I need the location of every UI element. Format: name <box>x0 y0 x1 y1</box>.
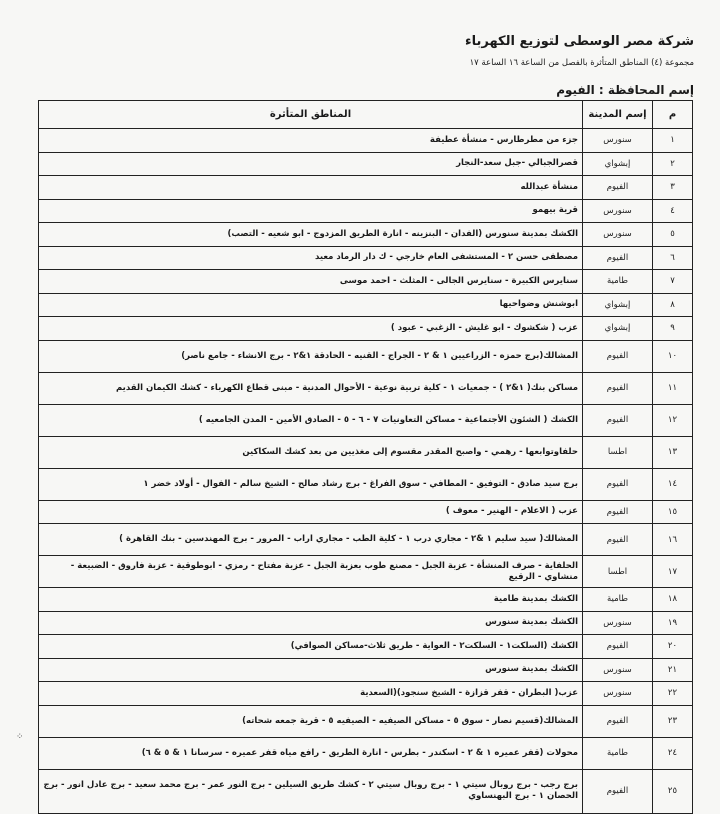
affected-areas: برج سيد صادق - التوفيق - المطافي - سوق الفراغ - برج رشاد صالح - الشيخ سالم - الفوال - أولاد خضر ١ <box>39 468 583 500</box>
affected-areas: مساكن بنك( ١&٢ ) - جمعيات ١ - كلية تربية نوعية - الأحوال المدنية - مبنى قطاع الكهرباء - كشك الكيمان القديم <box>39 372 583 404</box>
table-row <box>39 682 693 706</box>
table-row <box>39 658 693 682</box>
table-row <box>39 293 693 317</box>
affected-areas: الكشك بمدينة سنورس <box>39 658 583 682</box>
city-name: سنورس <box>583 223 653 247</box>
row-number: ١٠ <box>653 340 693 372</box>
city-name: سنورس <box>583 199 653 223</box>
city-name: سنورس <box>583 611 653 635</box>
row-number: ٤ <box>653 199 693 223</box>
city-name: إبشواي <box>583 293 653 317</box>
row-number: ٢ <box>653 152 693 176</box>
row-number: ١٩ <box>653 611 693 635</box>
table-row <box>39 176 693 200</box>
col-header-num: م <box>653 101 693 129</box>
table-row <box>39 500 693 524</box>
city-name: الفيوم <box>583 176 653 200</box>
affected-areas: عزب( البطران - قفر قزازة - الشيخ سنجود)(السعدية <box>39 682 583 706</box>
city-name: طامية <box>583 737 653 769</box>
row-number: ٣ <box>653 176 693 200</box>
affected-areas: برج رجب - برج روبال سيتي ١ - برج روبال سيتي ٢ - كشك طريق السيلين - برج النور عمر - برج محمد سعيد - برج عادل انور - برج الحصان ١ - برج البهنساوي <box>39 769 583 813</box>
city-name: سنورس <box>583 658 653 682</box>
affected-areas: منشأة عبدالله <box>39 176 583 200</box>
city-name: سنورس <box>583 682 653 706</box>
outage-table <box>38 100 693 814</box>
affected-areas: قرية بيهمو <box>39 199 583 223</box>
row-number: ٢٢ <box>653 682 693 706</box>
row-number: ٩ <box>653 317 693 341</box>
city-name: اطسا <box>583 556 653 588</box>
city-name: اطسا <box>583 436 653 468</box>
affected-areas: ابوشنش وضواحيها <box>39 293 583 317</box>
group-subtitle: مجموعة (٤) المناطق المتأثرة بالفصل من الساعة ١٦ الساعة ١٧ <box>469 58 694 68</box>
affected-areas: مصطفى حسن ٢ - المستشفى العام خارجي - ك دار الرماد معيد <box>39 246 583 270</box>
city-name: الفيوم <box>583 340 653 372</box>
col-header-city: إسم المدينة <box>583 101 653 129</box>
affected-areas: عزب ( الاعلام - الهنير - معوف ) <box>39 500 583 524</box>
table-row <box>39 340 693 372</box>
affected-areas: قصرالجبالي -جبل سعد-النجار <box>39 152 583 176</box>
affected-areas: جزء من مطرطارس - منشأة عطيفة <box>39 129 583 153</box>
table-row <box>39 372 693 404</box>
corner-mark: ⁘ <box>16 732 24 742</box>
table-row <box>39 436 693 468</box>
table-row <box>39 246 693 270</box>
table-row <box>39 705 693 737</box>
row-number: ٢٠ <box>653 635 693 659</box>
table-row <box>39 769 693 813</box>
city-name: الفيوم <box>583 246 653 270</box>
affected-areas: الكشك ( الشئون الأجتماعية - مساكن التعاونيات ٧ - ٦ - ٥ - الصادق الأمين - المدن الجامعيه ) <box>39 404 583 436</box>
affected-areas: الكشك بمدينة سنورس <box>39 611 583 635</box>
row-number: ١٨ <box>653 588 693 612</box>
row-number: ٢٥ <box>653 769 693 813</box>
city-name: إبشواي <box>583 152 653 176</box>
col-header-areas: المناطق المتأثرة <box>39 101 583 129</box>
table-row <box>39 556 693 588</box>
city-name: الفيوم <box>583 524 653 556</box>
city-name: الفيوم <box>583 372 653 404</box>
city-name: طامية <box>583 588 653 612</box>
table-row <box>39 317 693 341</box>
affected-areas: المشالك(برج حمزه - الزراعيين ١ & ٢ - الجراج - القنيه - الحادقة ١&٢ - برج الانشاء - جامع ناصر) <box>39 340 583 372</box>
table-row <box>39 588 693 612</box>
table-row <box>39 468 693 500</box>
city-name: طامية <box>583 270 653 294</box>
row-number: ١٦ <box>653 524 693 556</box>
row-number: ٥ <box>653 223 693 247</box>
city-name: الفيوم <box>583 705 653 737</box>
table-row <box>39 199 693 223</box>
row-number: ١٣ <box>653 436 693 468</box>
row-number: ٦ <box>653 246 693 270</box>
table-row <box>39 635 693 659</box>
affected-areas: عزب ( شكشوك - ابو غليش - الزغبي - عبود ) <box>39 317 583 341</box>
governorate-label: إسم المحافظة : الفيوم <box>556 83 694 97</box>
table-row <box>39 270 693 294</box>
city-name: سنورس <box>583 129 653 153</box>
affected-areas: المشالك(قسيم نصار - سوق ٥ - مساكن الصيفيه - الصيفيه ٥ - قرية جمعه شحاته) <box>39 705 583 737</box>
company-name: شركة مصر الوسطى لتوزيع الكهرباء <box>464 34 694 49</box>
table-row <box>39 152 693 176</box>
table-row <box>39 524 693 556</box>
row-number: ٢١ <box>653 658 693 682</box>
row-number: ١٢ <box>653 404 693 436</box>
row-number: ٢٣ <box>653 705 693 737</box>
row-number: ١٤ <box>653 468 693 500</box>
affected-areas: محولات (قفر عميره ١ & ٢ - اسكندر - بطرس - انارة الطريق - رافع مياه قفر عميره - سرسانا ١ & ٥ & ٦) <box>39 737 583 769</box>
row-number: ٨ <box>653 293 693 317</box>
row-number: ١١ <box>653 372 693 404</box>
row-number: ٢٤ <box>653 737 693 769</box>
city-name: الفيوم <box>583 635 653 659</box>
city-name: إبشواي <box>583 317 653 341</box>
city-name: الفيوم <box>583 500 653 524</box>
affected-areas: الكشك (السلكت١ - السلكت٢ - العواية - طريق ثلاث-مساكن الصوافي) <box>39 635 583 659</box>
affected-areas: الكشك بمدينة سنورس (الفدان - البنزينه - انارة الطريق المزدوج - ابو شعيه - التصب) <box>39 223 583 247</box>
city-name: الفيوم <box>583 404 653 436</box>
affected-areas: المشالك( سيد سليم ١ &٢ - مجاري درب ١ - كلية الطب - مجاري اراب - المرور - برج المهندسين - بنك القاهرة ) <box>39 524 583 556</box>
row-number: ١٥ <box>653 500 693 524</box>
table-row <box>39 404 693 436</box>
affected-areas: الحلفاية - صرف المنشأة - عزبة الجبل - مصنع طوب بعزبة الجبل - عزبة مفتاح - رمزي - ابوطوقية - عزبة فاروق - الضبيعة - منشاوي - الرقيع <box>39 556 583 588</box>
table-row <box>39 223 693 247</box>
affected-areas: سنايرس الكبيرة - سنايرس الجالى - المثلث - احمد موسى <box>39 270 583 294</box>
table-row <box>39 129 693 153</box>
row-number: ١٧ <box>653 556 693 588</box>
row-number: ٧ <box>653 270 693 294</box>
city-name: الفيوم <box>583 769 653 813</box>
table-header-row <box>39 101 693 129</box>
affected-areas: الكشك بمدينة طامية <box>39 588 583 612</box>
affected-areas: حلفاوتوابعها - رهمي - واصبح المقدر مقسوم إلى مغذيين من بعد كشك السكاكين <box>39 436 583 468</box>
row-number: ١ <box>653 129 693 153</box>
table-row <box>39 737 693 769</box>
city-name: الفيوم <box>583 468 653 500</box>
table-row <box>39 611 693 635</box>
